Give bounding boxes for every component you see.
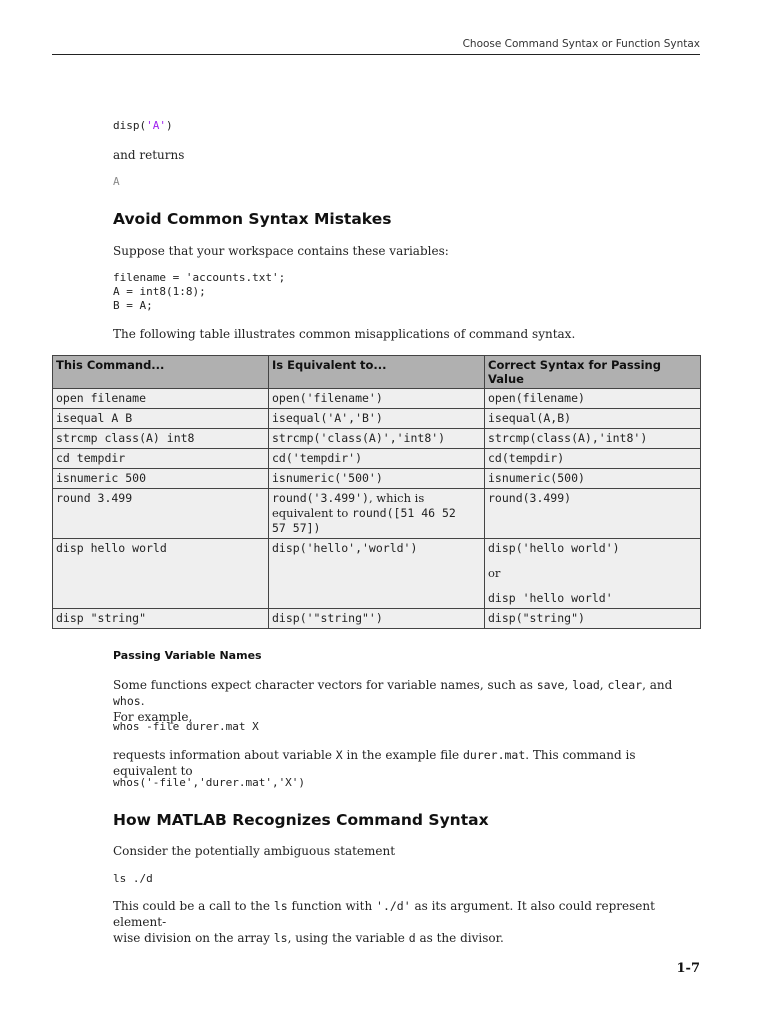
text: . — [140, 694, 145, 708]
code-string: 'A' — [146, 119, 166, 132]
code-whos: whos -file durer.mat X — [113, 720, 259, 733]
paragraph-requests-info — [113, 747, 703, 779]
table-row — [53, 389, 701, 409]
column-header: Is Equivalent to... — [269, 356, 485, 389]
text: in the example file — [342, 748, 463, 762]
code-text: disp( — [113, 119, 147, 132]
syntax-table — [52, 355, 701, 629]
inline-code: load — [572, 678, 600, 692]
inline-code: save — [536, 678, 565, 692]
table-cell: isnumeric('500') — [269, 469, 485, 489]
table-cell: cd(tempdir) — [485, 449, 701, 469]
code-text: ) — [166, 119, 173, 132]
table-row — [53, 489, 701, 539]
table-row — [53, 539, 701, 609]
cell-code: disp('hello world') — [488, 541, 620, 555]
inline-code: d — [408, 931, 416, 945]
table-cell: cd('tempdir') — [269, 449, 485, 469]
table-row — [53, 469, 701, 489]
section-heading-how-matlab-recognizes: How MATLAB Recognizes Command Syntax — [113, 811, 489, 829]
table-cell: isnumeric(500) — [485, 469, 701, 489]
table-header-row — [53, 356, 701, 389]
paragraph-table-intro: The following table illustrates common misapplications of command syntax. — [113, 327, 576, 341]
intro-code — [113, 120, 173, 132]
running-header: Choose Command Syntax or Function Syntax — [462, 38, 700, 50]
text: , — [564, 678, 573, 692]
table-cell: disp "string" — [53, 609, 269, 629]
table-cell: round(3.499) — [485, 489, 701, 539]
paragraph-variable-names — [113, 677, 703, 725]
table-cell: isequal(A,B) — [485, 409, 701, 429]
section-heading-avoid-mistakes: Avoid Common Syntax Mistakes — [113, 210, 392, 228]
cell-text: , which is — [368, 491, 425, 505]
table-cell: isequal A B — [53, 409, 269, 429]
returns-text: and returns — [113, 148, 185, 162]
subsection-heading-passing-variable-names: Passing Variable Names — [113, 649, 262, 662]
inline-code: ls — [273, 899, 288, 913]
table-cell: isequal('A','B') — [269, 409, 485, 429]
header-rule — [52, 54, 700, 55]
cell-code: round([51 46 52 — [351, 506, 456, 520]
cell-text: equivalent to — [272, 506, 352, 520]
table-cell: strcmp(class(A),'int8') — [485, 429, 701, 449]
text: , and — [642, 678, 673, 692]
column-header: Correct Syntax for Passing Value — [485, 356, 701, 389]
table-cell — [485, 539, 701, 609]
text: wise division on the array — [113, 931, 274, 945]
table-cell: open('filename') — [269, 389, 485, 409]
table-row — [53, 409, 701, 429]
text: , — [599, 678, 608, 692]
inline-code: './d' — [376, 899, 411, 913]
column-header: This Command... — [53, 356, 269, 389]
text: requests information about variable — [113, 748, 336, 762]
text: . This command is equivalent to — [113, 748, 636, 778]
table-row — [53, 609, 701, 629]
inline-code: clear — [607, 678, 643, 692]
inline-code: whos — [113, 694, 141, 708]
table-cell: round 3.499 — [53, 489, 269, 539]
table-cell: isnumeric 500 — [53, 469, 269, 489]
paragraph-workspace: Suppose that your workspace contains these variables: — [113, 244, 449, 258]
table-cell: disp("string") — [485, 609, 701, 629]
table-row — [53, 429, 701, 449]
inline-code: X — [335, 748, 343, 762]
table-row — [53, 449, 701, 469]
code-whos-function: whos('-file','durer.mat','X') — [113, 776, 306, 789]
text: as its argument. It also could represent element- — [113, 899, 655, 929]
code-ls: ls ./d — [113, 872, 153, 885]
table-cell: cd tempdir — [53, 449, 269, 469]
code-line: filename = 'accounts.txt'; — [113, 271, 286, 284]
text: function with — [287, 899, 377, 913]
cell-code: 57 57]) — [272, 521, 321, 535]
cell-code: disp 'hello world' — [488, 591, 613, 605]
table-cell: strcmp class(A) int8 — [53, 429, 269, 449]
page-number: 1-7 — [676, 961, 700, 976]
table-cell: open filename — [53, 389, 269, 409]
code-line: A = int8(1:8); — [113, 285, 206, 298]
table-cell: open(filename) — [485, 389, 701, 409]
intro-output: A — [113, 175, 120, 188]
paragraph-ambiguous: Consider the potentially ambiguous statement — [113, 844, 396, 858]
table-cell: strcmp('class(A)','int8') — [269, 429, 485, 449]
table-cell — [269, 489, 485, 539]
paragraph-ls-explanation — [113, 898, 703, 946]
cell-text: or — [488, 566, 501, 580]
inline-code: ls — [273, 931, 288, 945]
text: as the divisor. — [415, 931, 504, 945]
table-cell: disp('hello','world') — [269, 539, 485, 609]
text: , using the variable — [287, 931, 409, 945]
text: For example, — [113, 710, 193, 724]
inline-code: durer.mat — [462, 748, 526, 762]
table-cell: disp hello world — [53, 539, 269, 609]
text: This could be a call to the — [113, 899, 274, 913]
text: Some functions expect character vectors for variable names, such as — [113, 678, 537, 692]
code-line: B = A; — [113, 299, 153, 312]
table-cell: disp('"string"') — [269, 609, 485, 629]
cell-code: round('3.499') — [272, 491, 369, 505]
